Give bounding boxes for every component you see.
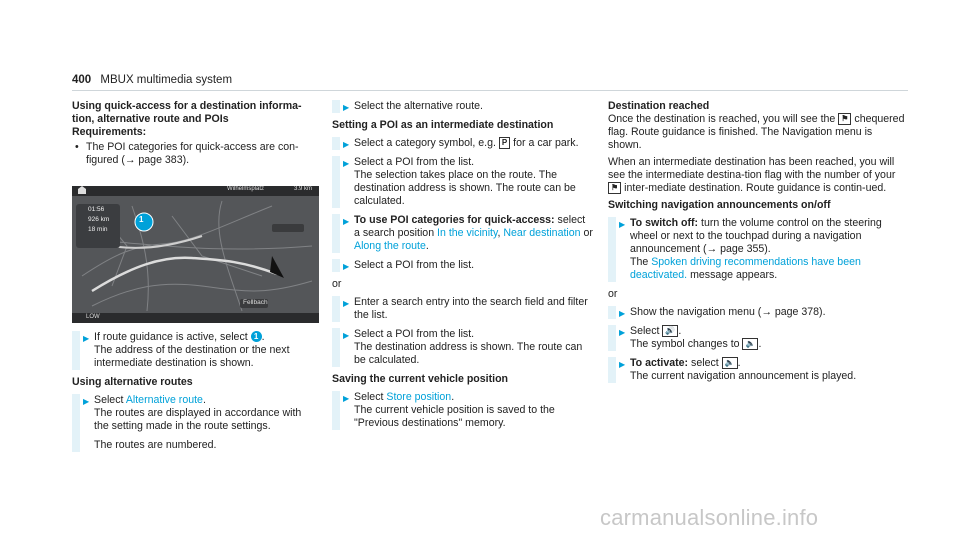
announcement-off-icon: 🔈 <box>722 357 738 369</box>
map-mode-label: LOW <box>86 314 100 320</box>
page-header <box>72 74 232 86</box>
column-1 <box>72 100 312 169</box>
page-title: MBUX multimedia system <box>100 74 233 86</box>
map-place-label: Fellbach <box>243 299 268 306</box>
bullet-icon: • <box>75 141 79 153</box>
step-store-position: ▶ Select Store position. The current vehicle position is saved to the "Previous destinations" memory. <box>332 391 594 430</box>
step-select-alt: ▶ Select the alternative route. <box>332 100 594 113</box>
step-arrow-icon: ▶ <box>619 360 626 369</box>
step-arrow-icon: ▶ <box>83 397 90 406</box>
step-show-menu: ▶ Show the navigation menu (→ page 378). <box>608 306 908 319</box>
callout-1: 1 <box>139 215 144 224</box>
step-category: ▶ Select a category symbol, e.g. P for a car park. <box>332 137 594 150</box>
or-label: or <box>608 288 618 300</box>
or-label: or <box>332 278 342 290</box>
alt-routes-heading: Using alternative routes <box>72 376 193 388</box>
header-divider <box>72 90 908 91</box>
intermediate-flag-icon: ⚑ <box>608 182 621 194</box>
chequered-flag-icon: ⚑ <box>838 113 851 125</box>
save-position-heading: Saving the current vehicle position <box>332 373 509 385</box>
map-eta-label: 18 min <box>88 226 108 233</box>
near-destination-link[interactable]: Near destination <box>503 227 581 239</box>
announcement-on-icon: 🔊 <box>662 325 678 337</box>
step-poi-select: ▶ Select a POI from the list. <box>332 259 594 272</box>
spoken-recommendations-message: Spoken driving recommendations have been deactivated. <box>630 256 861 281</box>
store-position-link[interactable]: Store position <box>386 391 452 403</box>
step-search-entry: ▶ Enter a search entry into the search field and filter the list. <box>332 296 594 322</box>
step-arrow-icon: ▶ <box>343 140 350 149</box>
along-the-route-link[interactable]: Along the route <box>354 240 426 252</box>
parking-icon: P <box>499 137 510 149</box>
step-arrow-icon: ▶ <box>343 103 350 112</box>
map-image <box>72 186 319 323</box>
poi-heading: Setting a POI as an intermediate destination <box>332 119 554 131</box>
requirements-label: Requirements: <box>72 126 147 138</box>
column-2 <box>332 100 594 436</box>
step-arrow-icon: ▶ <box>343 262 350 271</box>
step-arrow-icon: ▶ <box>343 159 350 168</box>
destination-reached-text: Once the destination is reached, you will see the ⚑ chequered flag. Route guidance is finished. The Navigation menu is shown. <box>608 113 905 151</box>
step-arrow-icon: ▶ <box>83 334 90 343</box>
step-alt-route: ▶ Select Alternative route. The routes are displayed in accordance with the setting made in the route settings. The routes are numbered. <box>72 394 312 452</box>
map-distance-label: 3.9 km <box>294 186 313 192</box>
step-select-announcement: ▶ Select 🔊 . The symbol changes to 🔈 . <box>608 325 908 351</box>
step-arrow-icon: ▶ <box>343 394 350 403</box>
announcement-off-icon: 🔈 <box>742 338 758 350</box>
step-poi-from-list: ▶ Select a POI from the list. The destination address is shown. The route can be calculated. <box>332 328 594 367</box>
step-arrow-icon: ▶ <box>343 299 350 308</box>
map-screenshot <box>72 186 319 323</box>
announcements-heading: Switching navigation announcements on/off <box>608 199 831 211</box>
in-the-vicinity-link[interactable]: In the vicinity <box>437 227 498 239</box>
map-time-label: 01:56 <box>88 206 105 213</box>
step-arrow-icon: ▶ <box>619 309 626 318</box>
step-quick-access: ▶ To use POI categories for quick-access: select a search position In the vicinity, Near destination or Along the route. <box>332 214 594 253</box>
step-select-callout: ▶ If route guidance is active, select 1 . The address of the destination or the next intermediate destination is shown. <box>72 331 312 370</box>
step-poi-list: ▶ Select a POI from the list. The selection takes place on the route. The destination address is shown. The route can be calculated. <box>332 156 594 208</box>
intermediate-text: When an intermediate destination has been reached, you will see the intermediate destina-tion flag with the number of your ⚑ inter-mediate destination. Route guidance is contin-ued. <box>608 156 896 194</box>
requirement-item: • The POI categories for quick-access are con-figured (→ page 383). <box>75 141 299 166</box>
column-1-lower <box>72 326 312 458</box>
alternative-route-link[interactable]: Alternative route <box>125 394 203 406</box>
step-arrow-icon: ▶ <box>619 220 626 229</box>
page-number: 400 <box>72 74 92 86</box>
destination-reached-heading: Destination reached <box>608 100 710 112</box>
map-dist-to-label: 926 km <box>88 216 110 223</box>
column-3 <box>608 100 908 389</box>
step-switch-off: ▶ To switch off: turn the volume control on the steering wheel or next to the touchpad during a navigation announcement (→ page 355). The Spoken driving recommendations have been deactivated. message appears. <box>608 217 908 282</box>
step-arrow-icon: ▶ <box>619 328 626 337</box>
step-arrow-icon: ▶ <box>343 331 350 340</box>
callout-number: 1 <box>251 331 262 342</box>
step-arrow-icon: ▶ <box>343 217 350 226</box>
watermark: carmanualsonline.info <box>600 505 819 530</box>
quick-access-heading: Using quick-access for a destination informa-tion, alternative route and POIs <box>72 100 302 125</box>
step-activate: ▶ To activate: select 🔈 . The current navigation announcement is played. <box>608 357 908 383</box>
map-street-label: Wilhelmsplatz <box>227 186 265 192</box>
